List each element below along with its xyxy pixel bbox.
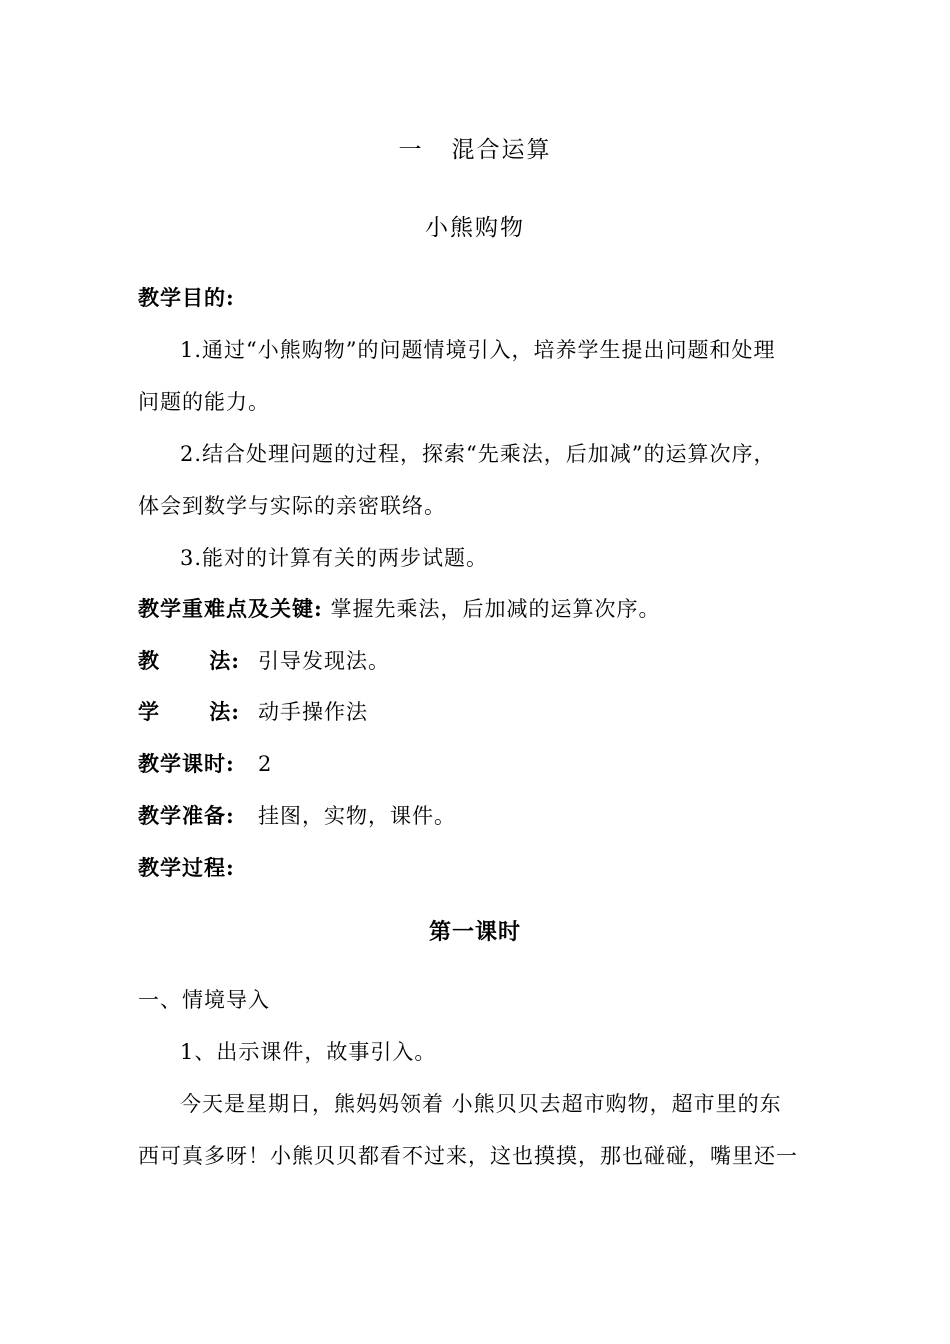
lesson-title: 小熊购物: [425, 215, 525, 241]
objectives-heading: 教学目的:: [138, 285, 235, 310]
story-paragraph-line-1: 今天是星期日，熊妈妈领着 小熊贝贝去超市购物，超市里的东: [180, 1092, 782, 1116]
teaching-method-label: [138, 647, 240, 675]
class-hours-value: 2: [258, 752, 273, 776]
preparation-label: 教学准备:: [138, 803, 235, 828]
teaching-method-label-char-2: 法:: [209, 648, 240, 673]
learning-method-label-char-1: 学: [138, 699, 160, 724]
key-points-value: 掌握先乘法，后加减的运算次序。: [330, 597, 661, 621]
teaching-method-value: 引导发现法。: [258, 649, 390, 673]
chapter-number: 一: [398, 137, 424, 163]
learning-method-value: 动手操作法: [258, 700, 368, 724]
story-paragraph-line-2: 西可真多呀！小熊贝贝都看不过来，这也摸摸，那也碰碰，嘴里还一: [138, 1144, 798, 1168]
key-points-row: [138, 595, 660, 623]
preparation-row: [138, 802, 456, 830]
section-step-1: 1、出示课件，故事引入。: [180, 1040, 437, 1064]
learning-method-label: [138, 698, 240, 726]
lesson-period-heading: 第一课时: [428, 919, 521, 945]
learning-method-label-char-2: 法:: [209, 699, 240, 724]
process-heading: 教学过程:: [138, 855, 235, 880]
teaching-method-label-char-1: 教: [138, 648, 160, 673]
key-points-label: 教学重难点及关键:: [138, 596, 323, 621]
objective-2-line-1: 2.结合处理问题的过程，探索“先乘法，后加减”的运算次序，: [180, 442, 776, 466]
preparation-value: 挂图，实物，课件。: [258, 804, 456, 828]
class-hours-row: [138, 750, 272, 778]
teaching-method-row: [138, 647, 390, 675]
chapter-title-text: 混合运算: [451, 137, 552, 163]
objective-1-line-2: 问题的能力。: [138, 390, 270, 414]
class-hours-label: 教学课时:: [138, 751, 235, 776]
chapter-title: [0, 136, 950, 164]
section-heading: 一、情境导入: [138, 988, 270, 1012]
objective-2-line-2: 体会到数学与实际的亲密联络。: [138, 494, 446, 518]
objective-1-line-1: 1.通过“小熊购物”的问题情境引入，培养学生提出问题和处理: [180, 338, 776, 362]
learning-method-row: [138, 698, 368, 726]
objective-3: 3.能对的计算有关的两步试题。: [180, 546, 489, 570]
